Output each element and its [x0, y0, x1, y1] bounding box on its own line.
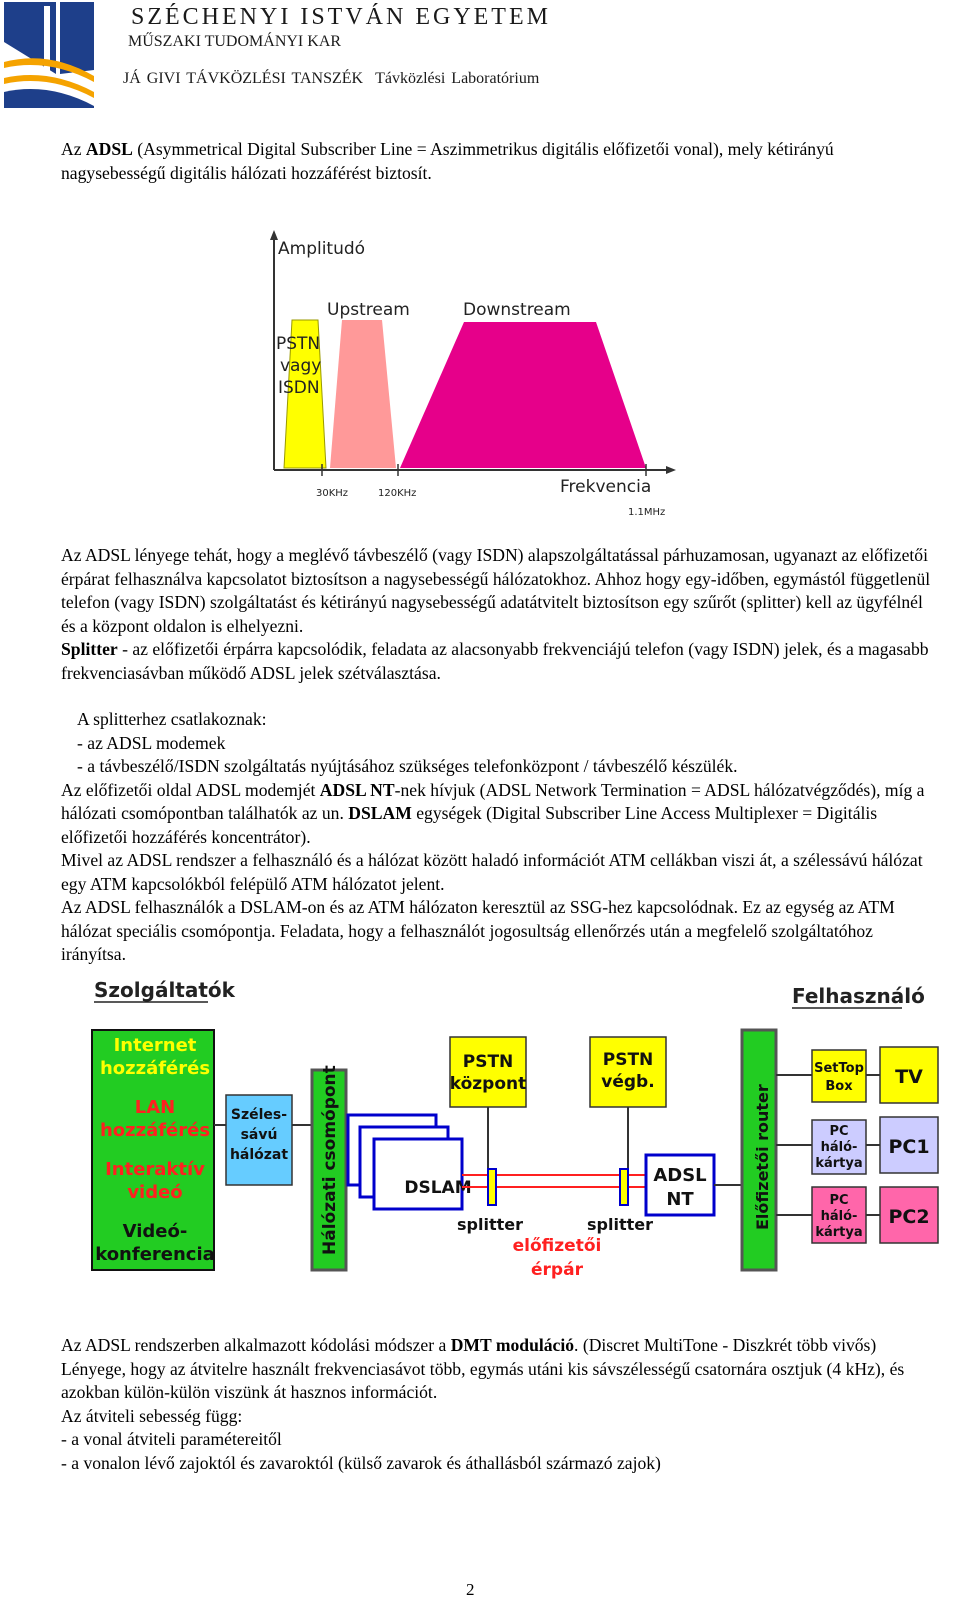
dmt-term: DMT moduláció [450, 1335, 575, 1355]
body-paragraph-2: A splitterhez csatlakoznak: - az ADSL modemek - a távbeszélő/ISDN szolgáltatás nyújtásához szükséges telefonközpont / távbeszélő készülék. Az előfizetői oldal ADSL modemjét ADSL NT-nek hívjuk (ADSL Network Termination = ADSL hálózatvégződés), míg a hálózati csomópontban találhatók az un. DSLAM egységek (Digital Subscriber Line Access Multiplexer = Digitális előfizetői hozzáférés koncentrátor). Mivel az ADSL rendszer a felhasználó és a hálózat között haladó információt ATM cellákban viszi át, a szélessávú hálózat egy ATM kapcsolókból felépülő ATM hálózatot jelent. Az ADSL felhasználók a DSLAM-on és az ATM hálózaton keresztül az SSG-hez kapcsolódnak. Ez az egység az ATM hálózat speciális csomópontja. Feladata, hogy a felhasználót jogosultság ellenőrzés után a megfelelő szolgáltatóhoz irányítsa. [61, 709, 925, 964]
svg-text:PC1: PC1 [888, 1136, 930, 1158]
svg-text:hálózat: hálózat [229, 1147, 289, 1163]
svg-text:sávú: sávú [240, 1127, 278, 1143]
user-title: Felhasználó [792, 984, 925, 1008]
pstn-label-2: vagy [280, 356, 322, 376]
svg-text:videó: videó [127, 1182, 183, 1203]
x-axis-label: Frekvencia [560, 477, 652, 497]
svg-text:hozzáférés: hozzáférés [99, 1058, 211, 1079]
svg-text:PSTN: PSTN [462, 1052, 514, 1072]
y-axis-label: Amplitudó [278, 239, 366, 259]
svg-text:Hálózati csomópont: Hálózati csomópont [320, 1065, 340, 1255]
intro-paragraph: Az ADSL (Asymmetrical Digital Subscriber Line = Aszimmetrikus digitális előfizetői vonal), mely kétirányú nagysebességű digitális hálózati hozzáférést biztosít. [61, 139, 834, 183]
body-paragraph-3: Az ADSL rendszerben alkalmazott kódolási módszer a DMT moduláció. (Discret MultiTone - Diszkrét több vivős) Lényege, hogy az átvitelre használt frekvenciasávot több, egymás utáni kis sávszélességű csatornára osztjuk (4 kHz), és azokban külön-külön viszünk át hasznos információt. Az átviteli sebesség függ: - a vonal átviteli paramétereitől - a vonalon lévő zajoktól és zavaroktól (külső zavarok és áthallásból származó zajok) [61, 1335, 905, 1473]
svg-text:PC2: PC2 [888, 1206, 930, 1228]
svg-text:háló-: háló- [820, 1209, 858, 1224]
svg-text:érpár: érpár [531, 1260, 583, 1280]
svg-text:PSTN: PSTN [602, 1050, 654, 1070]
svg-text:kártya: kártya [815, 1156, 863, 1171]
svg-text:Előfizetői router: Előfizetői router [753, 1084, 772, 1230]
pstn-label-1: PSTN [276, 334, 321, 354]
svg-text:háló-: háló- [820, 1140, 858, 1155]
svg-text:Box: Box [825, 1079, 853, 1094]
svg-text:PC: PC [829, 1124, 849, 1139]
svg-text:Interaktív: Interaktív [105, 1159, 205, 1180]
svg-text:hozzáférés: hozzáférés [99, 1120, 211, 1141]
svg-text:LAN: LAN [134, 1097, 176, 1118]
pstn-label-3: ISDN [278, 378, 320, 398]
splitter-term: Splitter [61, 639, 118, 659]
svg-text:végb.: végb. [601, 1072, 655, 1092]
body-paragraph-1: Az ADSL lényege tehát, hogy a meglévő távbeszélő (vagy ISDN) alapszolgáltatással párhuzamosan, ugyanazt az előfizetői érpárat felhasználva kapcsolatot biztosítson a nagysebességű hálózatokhoz. Ahhoz hogy egy-időben, egymástól függetlenül telefon (vagy ISDN) szolgáltatást és kétirányú nagysebességű adatátvitelt biztosítson egy szűrőt (splitter) kell az ügyfélnél és a központ oldalon is elhelyezni. Splitter - az előfizetői érpárra kapcsolódik, feladata az alacsonyabb frekvenciájú telefon (vagy ISDN) jelek, és a magasabb frekvenciasávban működő ADSL jelek szétválasztása. [61, 545, 931, 683]
tick-1-1mhz: 1.1MHz [628, 507, 666, 518]
department-line [123, 70, 539, 88]
svg-text:Internet: Internet [113, 1035, 197, 1056]
adsl-term: ADSL [85, 139, 133, 159]
svg-text:SetTop: SetTop [814, 1061, 864, 1076]
department-name: JÁ GIVI TÁVKÖZLÉSI TANSZÉK [123, 70, 364, 87]
downstream-band [400, 322, 646, 468]
svg-text:splitter: splitter [457, 1215, 523, 1234]
adsl-spectrum-diagram [260, 230, 730, 530]
svg-text:Videó-: Videó- [122, 1221, 188, 1242]
downstream-label: Downstream [463, 300, 571, 320]
svg-text:központ: központ [449, 1074, 527, 1094]
upstream-label: Upstream [327, 300, 410, 320]
svg-text:konferencia: konferencia [95, 1244, 215, 1265]
svg-text:ADSL: ADSL [653, 1165, 707, 1186]
providers-title: Szolgáltatók [94, 978, 235, 1002]
svg-text:DSLAM: DSLAM [404, 1178, 472, 1198]
svg-text:NT: NT [666, 1189, 694, 1210]
university-name: SZÉCHENYI ISTVÁN EGYETEM [131, 4, 551, 30]
svg-text:TV: TV [895, 1066, 923, 1088]
upstream-band [330, 320, 396, 468]
page-number: 2 [466, 1580, 475, 1599]
university-logo [4, 2, 94, 108]
svg-text:előfizetői: előfizetői [512, 1236, 602, 1256]
svg-text:kártya: kártya [815, 1225, 863, 1240]
faculty-name: MŰSZAKI TUDOMÁNYI KAR [128, 33, 342, 50]
svg-text:Széles-: Széles- [230, 1107, 288, 1123]
lab-name: Távközlési Laboratórium [375, 70, 540, 87]
adsl-network-diagram [80, 975, 950, 1315]
svg-text:PC: PC [829, 1193, 849, 1208]
tick-120khz: 120KHz [378, 488, 417, 499]
tick-30khz: 30KHz [316, 488, 349, 499]
svg-text:splitter: splitter [587, 1215, 653, 1234]
